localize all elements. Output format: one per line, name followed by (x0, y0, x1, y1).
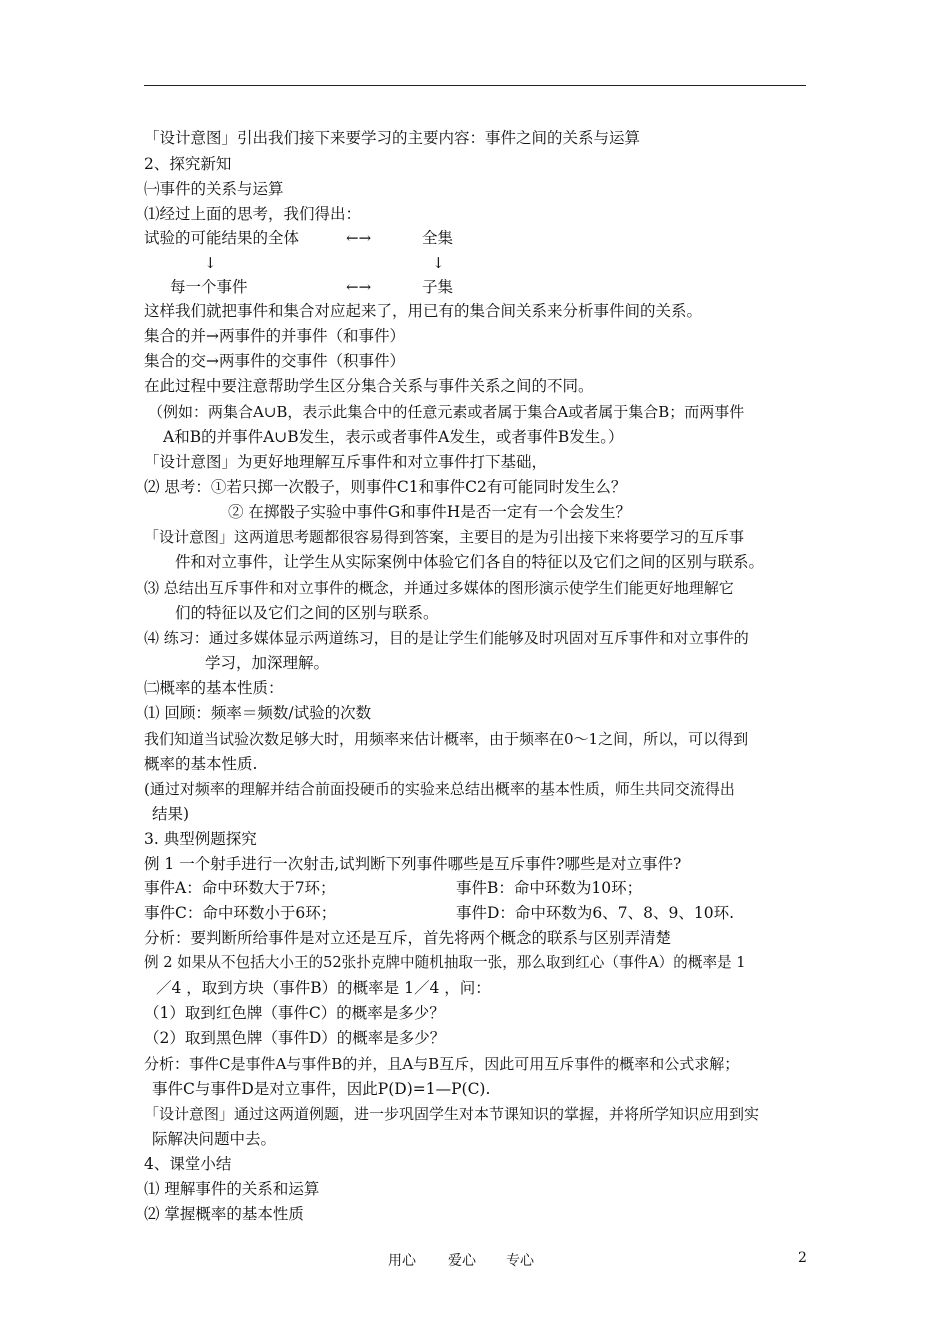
mapping-left-top: 试验的可能结果的全体 (144, 229, 300, 247)
section-heading: 3. 典型例题探究 (144, 830, 257, 848)
text-line: 集合的并→两事件的并事件（和事件） (144, 327, 405, 345)
subsection-heading: ㈠事件的关系与运算 (144, 180, 284, 198)
text-line: ⑵ 掌握概率的基本性质 (144, 1205, 304, 1223)
text-line: 集合的交→两事件的交事件（积事件） (144, 352, 405, 370)
double-arrow-icon: ←→ (346, 278, 372, 296)
footer-text: 专心 (506, 1253, 534, 1269)
mapping-left-bottom: 每一个事件 (170, 278, 248, 296)
section-heading: 2、探究新知 (144, 155, 232, 173)
text-line: 在此过程中要注意帮助学生区分集合关系与事件关系之间的不同。 (144, 377, 594, 395)
double-arrow-icon: ←→ (346, 229, 372, 247)
text-line: ／4 ，取到方块（事件B）的概率是 1／4 ，问： (156, 979, 491, 997)
text-line: （2）取到黑色牌（事件D）的概率是多少？ (144, 1029, 446, 1047)
down-arrow-icon: ↓ (432, 254, 445, 272)
text-line: 概率的基本性质. (144, 755, 258, 773)
text-line: 「设计意图」通过这两道例题，进一步巩固学生对本节课知识的掌握，并将所学知识应用到实 (144, 1105, 760, 1123)
text-line: 事件C与事件D是对立事件，因此P(D)=1—P(C). (152, 1080, 491, 1098)
event-d: 事件D：命中环数为6、7、8、9、10环. (456, 904, 735, 922)
mapping-right-bottom: 子集 (422, 278, 454, 296)
text-line: 分析：事件C是事件A与事件B的并，且A与B互斥，因此可用互斥事件的概率和公式求解； (144, 1055, 740, 1073)
text-line: 际解决问题中去。 (152, 1130, 277, 1148)
text-line: ⑴经过上面的思考，我们得出： (144, 205, 362, 223)
text-line: 「设计意图」这两道思考题都很容易得到答案，主要目的是为引出接下来将要学习的互斥事 (144, 528, 745, 546)
text-line: 我们知道当试验次数足够大时，用频率来估计概率，由于频率在0～1之间，所以，可以得到 (144, 730, 749, 748)
text-line: 们的特征以及它们之间的区别与联系。 (175, 604, 439, 622)
text-line: (通过对频率的理解并结合前面投硬币的实验来总结出概率的基本性质，师生共同交流得出 (144, 780, 735, 798)
event-b: 事件B：命中环数为10环； (456, 879, 643, 897)
text-line: ② 在掷骰子实验中事件G和事件H是否一定有一个会发生？ (228, 503, 631, 521)
mapping-right-top: 全集 (422, 229, 454, 247)
text-line: 学习，加深理解。 (205, 654, 330, 672)
text-line: A和B的并事件A∪B发生，表示或者事件A发生，或者事件B发生。） (163, 428, 624, 446)
event-a: 事件A：命中环数大于7环； (144, 879, 336, 897)
header-rule (144, 85, 806, 86)
text-line: 「设计意图」引出我们接下来要学习的主要内容：事件之间的关系与运算 (144, 129, 641, 147)
text-line: 分析：要判断所给事件是对立还是互斥，首先将两个概念的联系与区别弄清楚 (144, 929, 672, 947)
footer-text: 爱心 (448, 1253, 476, 1269)
text-line: ⑴ 理解事件的关系和运算 (144, 1180, 320, 1198)
text-line: 「设计意图」为更好地理解互斥事件和对立事件打下基础， (144, 453, 548, 471)
footer-text: 用心 (388, 1253, 416, 1269)
text-line: 这样我们就把事件和集合对应起来了，用已有的集合间关系来分析事件间的关系。 (144, 302, 703, 320)
section-heading: 4、课堂小结 (144, 1155, 232, 1173)
subsection-heading: ㈡概率的基本性质： (144, 679, 284, 697)
text-line: （1）取到红色牌（事件C）的概率是多少？ (144, 1004, 445, 1022)
text-line: 例 1 一个射手进行一次射击,试判断下列事件哪些是互斥事件?哪些是对立事件? (144, 855, 682, 873)
text-line: （例如：两集合A∪B，表示此集合中的任意元素或者属于集合A或者属于集合B；而两事件 (148, 403, 745, 421)
text-line: ⑷ 练习：通过多媒体显示两道练习，目的是让学生们能够及时巩固对互斥事件和对立事件的 (144, 629, 749, 647)
text-line: ⑴ 回顾：频率＝频数/试验的次数 (144, 704, 372, 722)
text-line: 例 2 如果从不包括大小王的52张扑克牌中随机抽取一张，那么取到红心（事件A）的概率是 1 (144, 954, 746, 971)
down-arrow-icon: ↓ (204, 254, 217, 272)
text-line: 件和对立事件，让学生从实际案例中体验它们各自的特征以及它们之间的区别与联系。 (175, 553, 765, 571)
text-line: ⑵ 思考：①若只掷一次骰子，则事件C1和事件C2有可能同时发生么？ (144, 478, 627, 496)
page-number: 2 (798, 1250, 807, 1266)
event-c: 事件C：命中环数小于6环； (144, 904, 337, 922)
text-line: 结果) (152, 805, 190, 823)
text-line: ⑶ 总结出互斥事件和对立事件的概念，并通过多媒体的图形演示使学生们能更好地理解它 (144, 579, 734, 597)
